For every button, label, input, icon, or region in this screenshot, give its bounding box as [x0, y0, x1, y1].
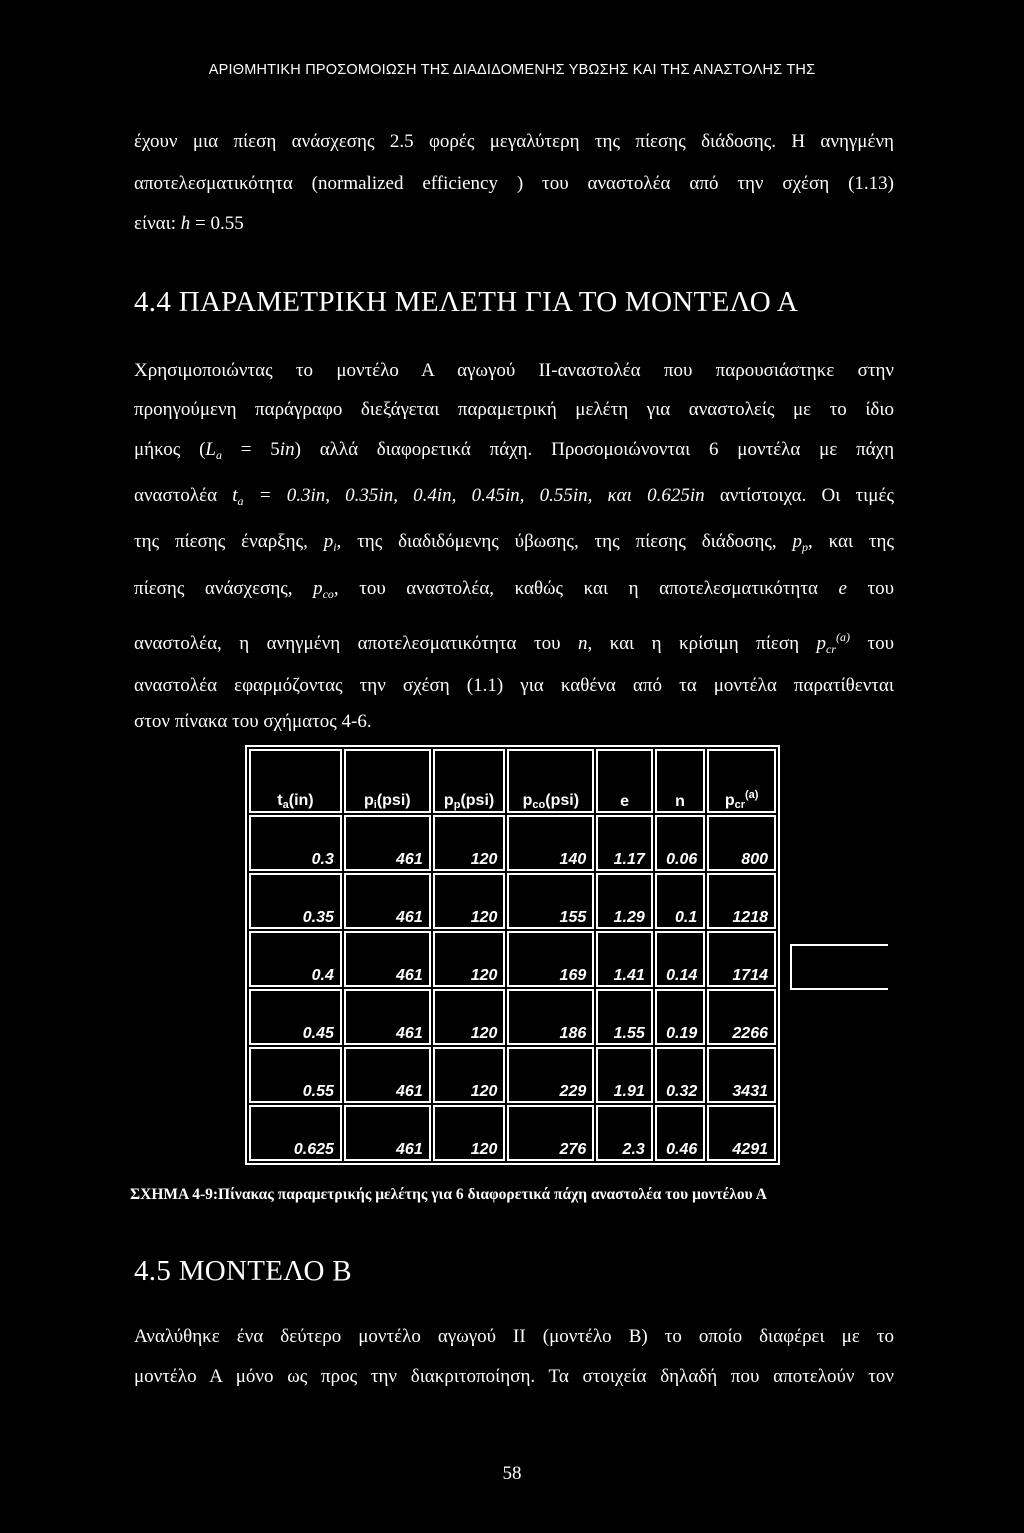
table-header-cell: pi(psi) [344, 749, 431, 813]
table-cell: 0.4 [249, 931, 342, 987]
math-h: h [180, 213, 191, 234]
table-header-row [249, 749, 776, 813]
table-cell: 120 [433, 815, 506, 871]
table-cell: 0.32 [655, 1047, 705, 1103]
section-heading-4-4: 4.4 ΠΑΡΑΜΕΤΡΙΚΗ ΜΕΛΕΤΗ ΓΙΑ ΤΟ ΜΟΝΤΕΛΟ Α [134, 286, 799, 318]
table-cell: 1.29 [596, 873, 653, 929]
table-cell: 229 [507, 1047, 594, 1103]
table-cell: 461 [344, 873, 431, 929]
table-header-cell: n [655, 749, 705, 813]
table-cell: 461 [344, 1105, 431, 1161]
table-cell: 461 [344, 1047, 431, 1103]
table-cell: 0.19 [655, 989, 705, 1045]
section-heading-4-5: 4.5 ΜΟΝΤΕΛΟ Β [134, 1255, 352, 1287]
section-44-line-4: αναστολέα $t_a = 0.3in$, 0.35in, 0.4in, 0.45in, 0.55in, και 0.625in αντίστοιχα. Οι τιμές [134, 485, 894, 508]
table-cell: 1.41 [596, 931, 653, 987]
table-row [249, 989, 776, 1045]
table-cell: 0.46 [655, 1105, 705, 1161]
intro-line-1: έχουν μια πίεση ανάσχεσης 2.5 φορές μεγαλύτερη της πίεσης διάδοσης. Η ανηγμένη [134, 131, 894, 152]
section-45-line-2: μοντέλο Α μόνο ως προς την διακριτοποίηση. Τα στοιχεία δηλαδή που αποτελούν τον [134, 1366, 894, 1387]
table-row [249, 1047, 776, 1103]
table-cell: 461 [344, 989, 431, 1045]
table-cell: 2.3 [596, 1105, 653, 1161]
section-44-line-3: μήκος $(L_a = 5in)$ αλλά διαφορετικά πάχη. Προσομοιώνονται 6 μοντέλα με πάχη [134, 439, 895, 462]
page-number: 58 [502, 1463, 522, 1484]
table-cell: 0.06 [655, 815, 705, 871]
table-cell: 800 [707, 815, 776, 871]
table-cell: 1714 [707, 931, 776, 987]
running-header: ΑΡΙΘΜΗΤΙΚΗ ΠΡΟΣΟΜΟΙΩΣΗ ΤΗΣ ΔΙΑΔΙΔΟΜΕΝΗΣ ΥΒΩΣΗΣ ΚΑΙ ΤΗΣ ΑΝΑΣΤΟΛΗΣ ΤΗΣ [208, 62, 816, 78]
table-cell: 1.17 [596, 815, 653, 871]
section-44-line-5: της πίεσης έναρξης, $p_i$, της διαδιδόμενης ύβωσης, της πίεσης διάδοσης, $p_p$, και της [134, 531, 894, 554]
decorative-line-side [790, 944, 792, 990]
table-header-cell: ta(in) [249, 749, 342, 813]
table-header-cell: pp(psi) [433, 749, 506, 813]
section-44-line-2: προηγούμενη παράγραφο διεξάγεται παραμετρική μελέτη για αναστολείς με το ίδιο [134, 399, 894, 420]
table-row [249, 873, 776, 929]
table-cell: 186 [507, 989, 594, 1045]
figure-caption: ΣΧΗΜΑ 4-9:Πίνακας παραμετρικής μελέτης για 6 διαφορετικά πάχη αναστολέα του μοντέλου Α [130, 1186, 767, 1203]
table-cell: 0.3 [249, 815, 342, 871]
table-cell: 0.625 [249, 1105, 342, 1161]
table-cell: 120 [433, 931, 506, 987]
decorative-line-top [790, 944, 888, 946]
parametric-study-table [245, 745, 780, 1165]
table-row [249, 931, 776, 987]
section-44-line-7: αναστολέα, η ανηγμένη αποτελεσματικότητα του n, και η κρίσιμη πίεση $p_{cr}^{(a)}$ του [134, 630, 894, 656]
table-header-cell: pcr$^{(a)}$ [707, 749, 776, 813]
table-header-cell: e [596, 749, 653, 813]
decorative-line-bottom [790, 988, 888, 990]
intro-paragraph [134, 132, 894, 151]
table-cell: 0.35 [249, 873, 342, 929]
table-row [249, 815, 776, 871]
section-45-line-1: Αναλύθηκε ένα δεύτερο μοντέλο αγωγού ΙΙ (μοντέλο Β) το οποίο διαφέρει με το [134, 1326, 894, 1347]
table-cell: 1.91 [596, 1047, 653, 1103]
section-44-line-9: στον πίνακα του σχήματος 4-6. [134, 711, 372, 732]
table-cell: 1218 [707, 873, 776, 929]
table-cell: 461 [344, 931, 431, 987]
table-cell: 0.1 [655, 873, 705, 929]
table-cell: 2266 [707, 989, 776, 1045]
table-cell: 1.55 [596, 989, 653, 1045]
table-header-cell: pco(psi) [507, 749, 594, 813]
table-row [249, 1105, 776, 1161]
table-cell: 140 [507, 815, 594, 871]
section-44-line-6: πίεσης ανάσχεσης, $p_{co}$, του αναστολέα, καθώς και η αποτελεσματικότητα e του [134, 578, 894, 601]
section-44-line-8: αναστολέα εφαρμόζοντας την σχέση (1.1) για καθένα από τα μοντέλα παρατίθενται [134, 675, 894, 696]
table-cell: 120 [433, 1047, 506, 1103]
table-cell: 0.55 [249, 1047, 342, 1103]
table-cell: 0.45 [249, 989, 342, 1045]
table-cell: 169 [507, 931, 594, 987]
table-cell: 0.14 [655, 931, 705, 987]
intro-line-3: είναι: h = 0.55 [134, 213, 244, 234]
table-cell: 276 [507, 1105, 594, 1161]
table-cell: 4291 [707, 1105, 776, 1161]
intro-line-2: αποτελεσματικότητα (normalized efficiency ) του αναστολέα από την σχέση (1.13) [134, 173, 894, 194]
table-body [249, 815, 776, 1161]
table-cell: 3431 [707, 1047, 776, 1103]
table-cell: 120 [433, 989, 506, 1045]
table-cell: 120 [433, 873, 506, 929]
table-cell: 155 [507, 873, 594, 929]
intro-line-2-wrap [134, 174, 894, 193]
table-cell: 120 [433, 1105, 506, 1161]
section-44-line-1: Χρησιμοποιώντας το μοντέλο Α αγωγού ΙΙ-αναστολέα που παρουσιάστηκε στην [134, 360, 894, 381]
table-cell: 461 [344, 815, 431, 871]
